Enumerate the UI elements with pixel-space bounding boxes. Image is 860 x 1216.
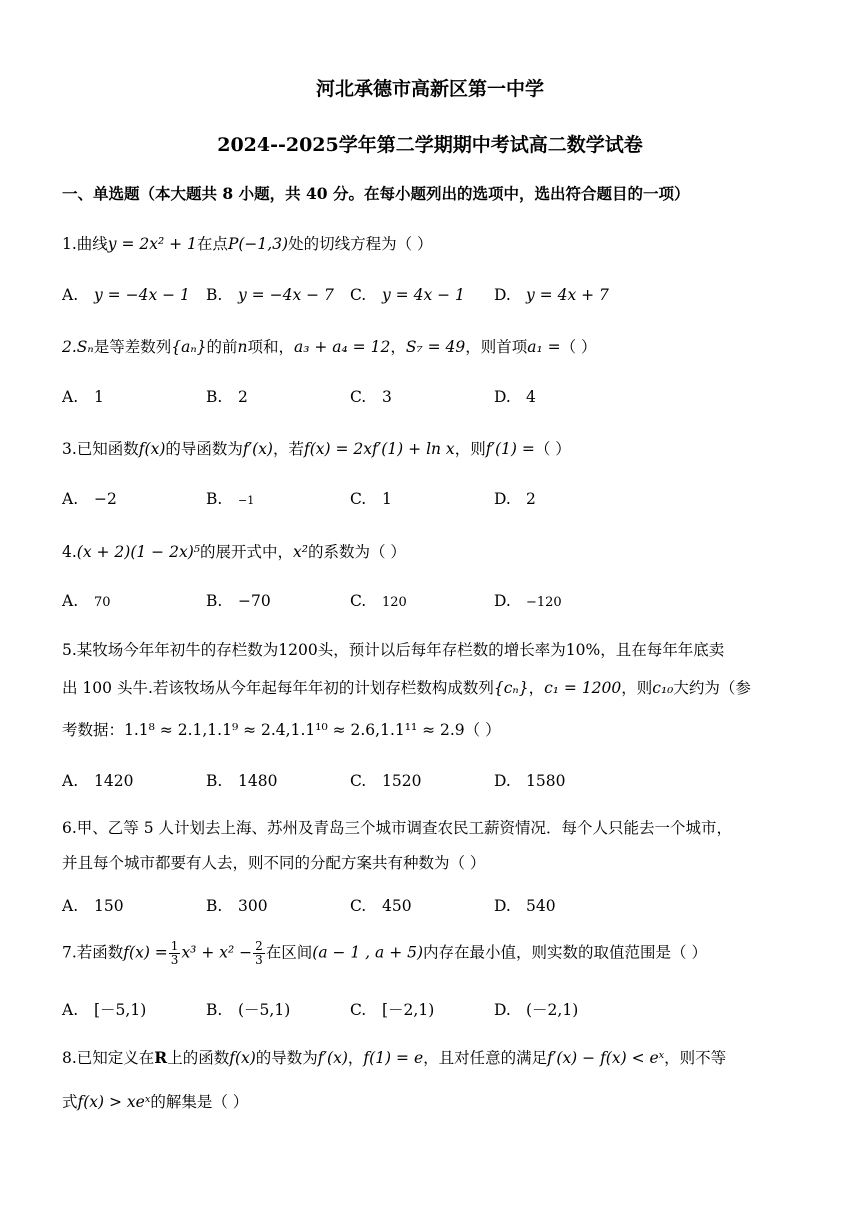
option-b[interactable]: B. 300 [206,897,268,915]
option-a[interactable]: A. 1420 [62,772,134,790]
option-d[interactable]: D. 2 [494,490,536,508]
option-b[interactable]: B. (－5,1) [206,1001,291,1019]
question-1: 1.曲线y = 2x² + 1在点P(−1,3)处的切线方程为（ ） [62,235,433,253]
option-c[interactable]: C. 120 [350,592,407,610]
school-title: 河北承德市高新区第一中学 [315,78,544,100]
option-a[interactable]: A. 1 [62,388,104,406]
question-8-line-1: 8.已知定义在R上的函数f(x)的导数为f′(x)，f(1) = e，且对任意的满足f′(x) − f(x) < eˣ，则不等 [62,1048,727,1067]
question-7: 7.若函数f(x) = $\frac{1}{3}$ x³ + x² − $\frac{2}{3}$ 在区间(a − 1 , a + 5)内存在最小值，则实数的取值范围是（ ） [62,939,707,967]
math-point: P(−1,3) [227,235,289,253]
option-a[interactable]: A. 150 [62,897,124,915]
question-5-line-1: 5.某牧场今年年初牛的存栏数为1200头，预计以后每年存栏数的增长率为10%，且在每年年底卖 [62,641,725,659]
section-heading: 一、单选题（本大题共 8 小题，共 40 分。在每小题列出的选项中，选出符合题目的一项） [62,184,690,203]
fraction-one-third: $\frac{1}{3}$ [170,939,179,967]
option-b[interactable]: B. −1 [206,490,255,508]
question-5-line-2: 出 100 头牛.若该牧场从今年起每年年初的计划存栏数构成数列{cₙ}，c₁ = 1200，则c₁₀大约为（参 [62,679,751,697]
question-6-line-1: 6.甲、乙等 5 人计划去上海、苏州及青岛三个城市调查农民工薪资情况．每个人只能去一个城市， [62,819,733,837]
option-b[interactable]: B. 2 [206,388,248,406]
option-a[interactable]: A. 70 [62,592,111,610]
option-c[interactable]: C. 450 [350,897,412,915]
math-curve: y = 2x² + 1 [107,235,197,253]
question-5-line-3: 考数据：1.1⁸ ≈ 2.1,1.1⁹ ≈ 2.4,1.1¹⁰ ≈ 2.6,1.1¹¹ ≈ 2.9（ ） [62,721,501,739]
question-6-line-2: 并且每个城市都要有人去，则不同的分配方案共有种数为（ ） [62,854,486,872]
option-c[interactable]: C. y = 4x − 1 [350,286,465,304]
option-d[interactable]: D. −120 [494,592,562,610]
option-b[interactable]: B. −70 [206,592,271,610]
option-d[interactable]: D. y = 4x + 7 [494,286,609,304]
option-d[interactable]: D. (－2,1) [494,1001,579,1019]
option-c[interactable]: C. 1520 [350,772,422,790]
option-a[interactable]: A. [－5,1) [62,1001,147,1019]
option-b[interactable]: B. 1480 [206,772,278,790]
option-d[interactable]: D. 1580 [494,772,566,790]
question-8-line-2: 式f(x) > xeˣ的解集是（ ） [62,1093,249,1111]
option-b[interactable]: B. y = −4x − 7 [206,286,334,304]
option-d[interactable]: D. 540 [494,897,556,915]
option-a[interactable]: A. −2 [62,490,117,508]
question-3: 3.已知函数f(x)的导函数为f′(x)，若f(x) = 2xf′(1) + ln x，则f′(1) =（ ） [62,440,571,458]
option-c[interactable]: C. 3 [350,388,392,406]
question-4: 4.(x + 2)(1 − 2x)⁵的展开式中，x²的系数为（ ） [62,543,406,561]
question-2: 2.Sₙ是等差数列{aₙ}的前n项和，a₃ + a₄ = 12，S₇ = 49，则首项a₁ =（ ） [62,338,597,356]
fraction-two-thirds: $\frac{2}{3}$ [255,939,263,967]
option-a[interactable]: A. y = −4x − 1 [62,286,190,304]
option-d[interactable]: D. 4 [494,388,536,406]
option-c[interactable]: C. 1 [350,490,392,508]
exam-title: 2024--2025学年第二学期期中考试高二数学试卷 [217,134,643,156]
option-c[interactable]: C. [－2,1) [350,1001,435,1019]
